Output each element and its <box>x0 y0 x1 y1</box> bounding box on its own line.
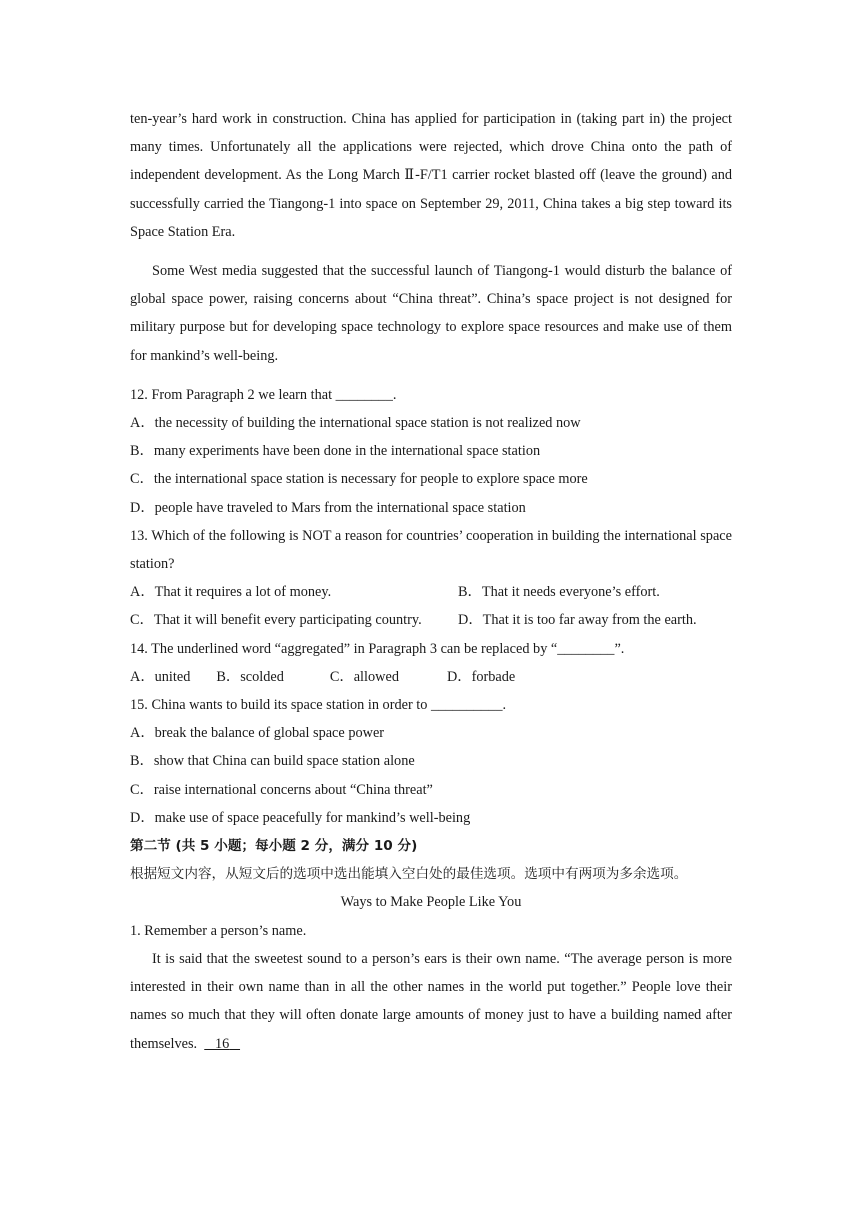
section-2-point-1: 1. Remember a person’s name. <box>130 922 307 939</box>
question-13-stem: 13. Which of the following is NOT a reason for countries’ cooperation in building the international space station? <box>130 527 732 573</box>
question-12-option-c: C．the international space station is necessary for people to explore space more <box>130 471 588 488</box>
question-13-option-d: D．That it is too far away from the earth. <box>458 612 697 629</box>
question-12-option-d: D．people have traveled to Mars from the international space station <box>130 499 526 516</box>
document-content <box>130 105 732 1058</box>
section-2-instruction: 根据短文内容，从短文后的选项中选出能填入空白处的最佳选项。选项中有两项为多余选项。 <box>130 866 688 883</box>
section-2-header: 第二节 (共 5 小题；每小题 2 分，满分 10 分) <box>130 838 418 855</box>
passage-paragraph-2: Some West media suggested that the successful launch of Tiangong-1 would disturb the balance of global space power, raising concerns about “China threat”. China’s space project is not designed for military purpose but for developing space technology to explore space resources and make use of them for mankind’s well-being. <box>130 263 732 364</box>
question-13-option-b: B．That it needs everyone’s effort. <box>458 584 660 601</box>
passage-paragraph-1: ten-year’s hard work in construction. China has applied for participation in (taking part in) the project many times. Unfortunately all the applications were rejected, which drove China onto the path of independent development. As the Long March Ⅱ-F/T1 carrier rocket blasted off (leave the ground) and successfully carried the Tiangong-1 into space on September 29, 2011, China takes a big step toward its Space Station Era. <box>130 111 732 240</box>
question-15-option-c: C．raise international concerns about “China threat” <box>130 781 433 798</box>
question-14-stem: 14. The underlined word “aggregated” in Paragraph 3 can be replaced by “________”. <box>130 640 625 657</box>
question-14-option-b: B．scolded <box>216 668 284 685</box>
section-2-paragraph-text: It is said that the sweetest sound to a person’s ears is their own name. “The average person is more interested in their own name than in all the other names in the world put together.” People love their names so much that they will often donate large amounts of money just to have a building named after themselves. <box>130 950 732 1052</box>
blank-16-number: 16 <box>215 1035 230 1052</box>
section-2-title: Ways to Make People Like You <box>340 894 522 911</box>
question-14-option-c: C．allowed <box>329 668 399 685</box>
question-13-options-row-2 <box>130 606 732 634</box>
question-13-option-c: C．That it will benefit every participating country. <box>130 612 422 629</box>
question-12-option-a: A．the necessity of building the international space station is not realized now <box>130 415 581 432</box>
question-12-stem: 12. From Paragraph 2 we learn that ________. <box>130 386 397 403</box>
question-14-option-a: A．united <box>130 668 191 685</box>
question-15-stem: 15. China wants to build its space station in order to __________. <box>130 697 507 714</box>
question-14-options <box>130 663 732 691</box>
question-13-option-a: A．That it requires a lot of money. <box>130 584 332 601</box>
question-14-option-d: D．forbade <box>446 668 516 685</box>
question-12-option-b: B．many experiments have been done in the international space station <box>130 443 541 460</box>
question-15-option-d: D．make use of space peacefully for mankind’s well-being <box>130 809 471 826</box>
question-15-option-b: B．show that China can build space station alone <box>130 753 415 770</box>
section-2-paragraph <box>130 945 732 1058</box>
question-13-options-row-1 <box>130 578 732 606</box>
blank-16 <box>204 1036 240 1052</box>
question-15-option-a: A．break the balance of global space power <box>130 725 385 742</box>
